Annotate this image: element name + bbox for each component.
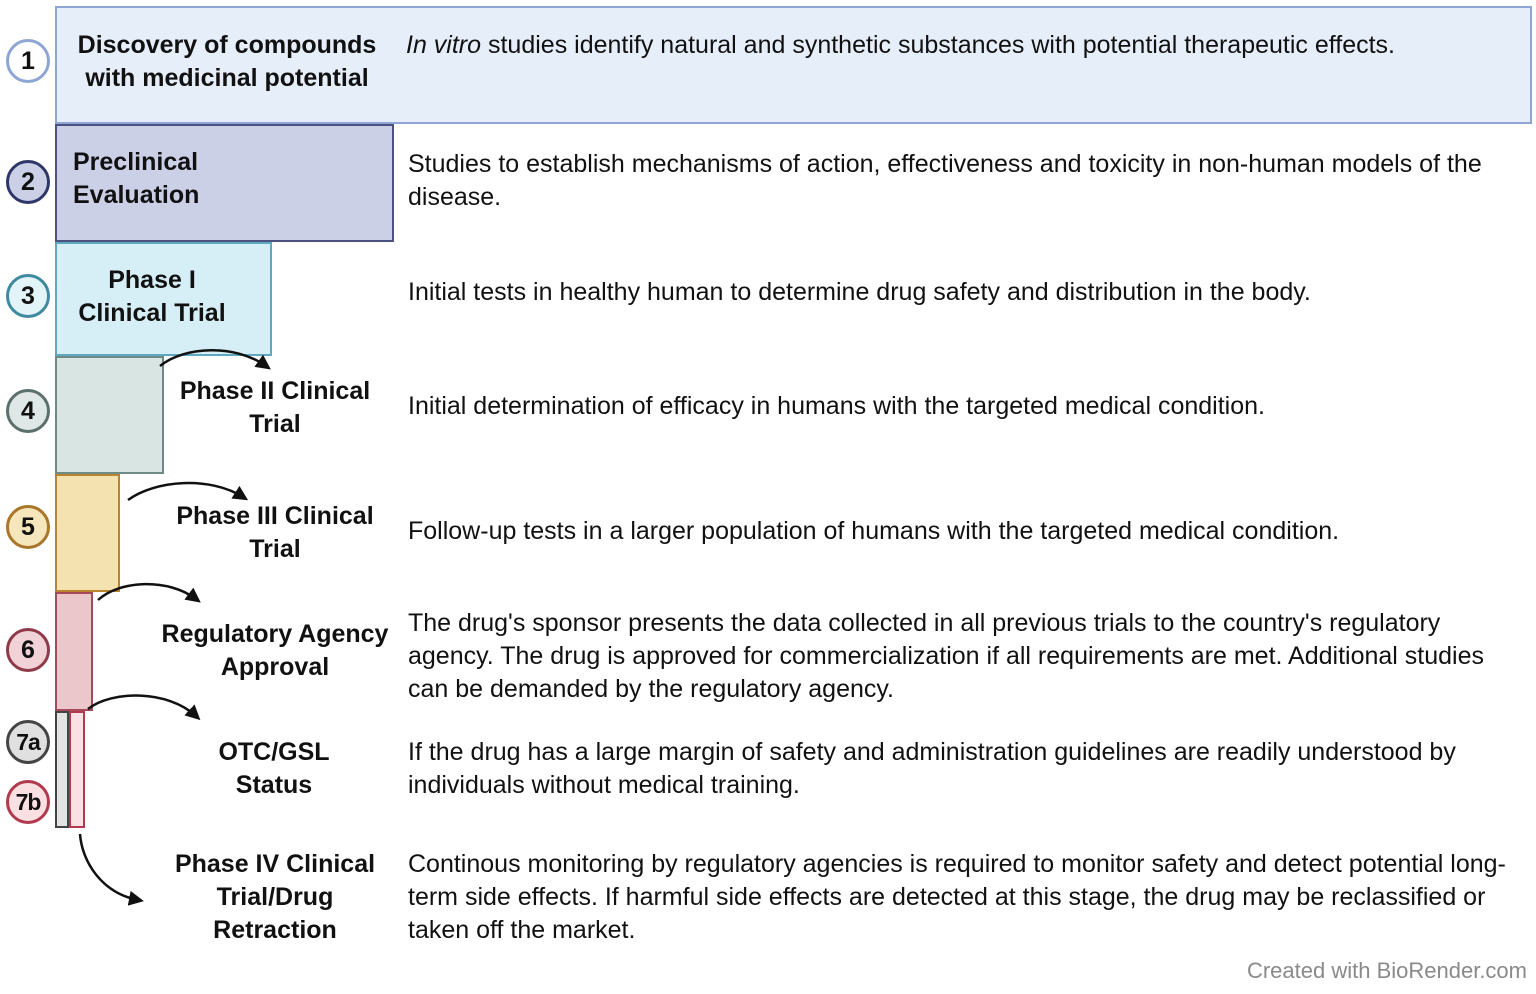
stage-7a-number-badge: 7a (6, 720, 50, 764)
stage-2-number-badge: 2 (6, 160, 50, 204)
stage-6-title: Regulatory Agency Approval (161, 620, 389, 681)
stage-7b-title: Phase IV Clinical Trial/Drug Retraction (174, 850, 376, 944)
stage-1-description (406, 29, 1516, 62)
curved-arrow-icon (88, 696, 196, 716)
stage-1-description-italic: In vitro (406, 31, 482, 59)
stage-2-description: Studies to establish mechanisms of action, effectiveness and toxicity in non-human models of the disease. (408, 150, 1482, 211)
stage-1-number-badge: 1 (6, 39, 50, 83)
curved-arrow-icon (80, 834, 138, 900)
stage-2-title: Preclinical Evaluation (73, 148, 200, 209)
stage-5-description: Follow-up tests in a larger population of humans with the targeted medical condition. (408, 517, 1340, 545)
curved-arrow-icon (160, 350, 266, 366)
curved-arrow-icon (128, 483, 243, 500)
stage-3-title: Phase I Clinical Trial (78, 266, 226, 327)
stage-1-title: Discovery of compounds with medicinal potential (77, 31, 377, 92)
stage-5-title: Phase III Clinical Trial (176, 502, 374, 563)
stage-1-description-text: studies identify natural and synthetic substances with potential therapeutic effects. (481, 31, 1395, 59)
curved-arrow-icon (98, 584, 196, 600)
stage-4-number-badge: 4 (6, 389, 50, 433)
stage-7b-number-badge: 7b (6, 780, 50, 824)
stage-5-number-badge: 5 (6, 505, 50, 549)
stage-7a-title: OTC/GSL Status (218, 738, 330, 799)
stage-4-description: Initial determination of efficacy in humans with the targeted medical condition. (408, 392, 1265, 420)
stage-3-description: Initial tests in healthy human to determine drug safety and distribution in the body. (408, 278, 1311, 306)
stage-7b-description: Continous monitoring by regulatory agencies is required to monitor safety and detect potential long-term side effects. If harmful side effects are detected at this stage, the drug may be reclassified or taken off the market. (408, 850, 1506, 944)
stage-3-number-badge: 3 (6, 274, 50, 318)
stage-6-description: The drug's sponsor presents the data collected in all previous trials to the country's regulatory agency. The drug is approved for commercialization if all requirements are met. Additional studies can be demanded by the regulatory agency. (408, 609, 1485, 703)
stage-7a-description: If the drug has a large margin of safety and administration guidelines are readily understood by individuals without medical training. (408, 738, 1456, 799)
stage-4-title: Phase II Clinical Trial (179, 377, 371, 438)
biorender-credit: Created with BioRender.com (1246, 958, 1527, 983)
stage-6-number-badge: 6 (6, 628, 50, 672)
